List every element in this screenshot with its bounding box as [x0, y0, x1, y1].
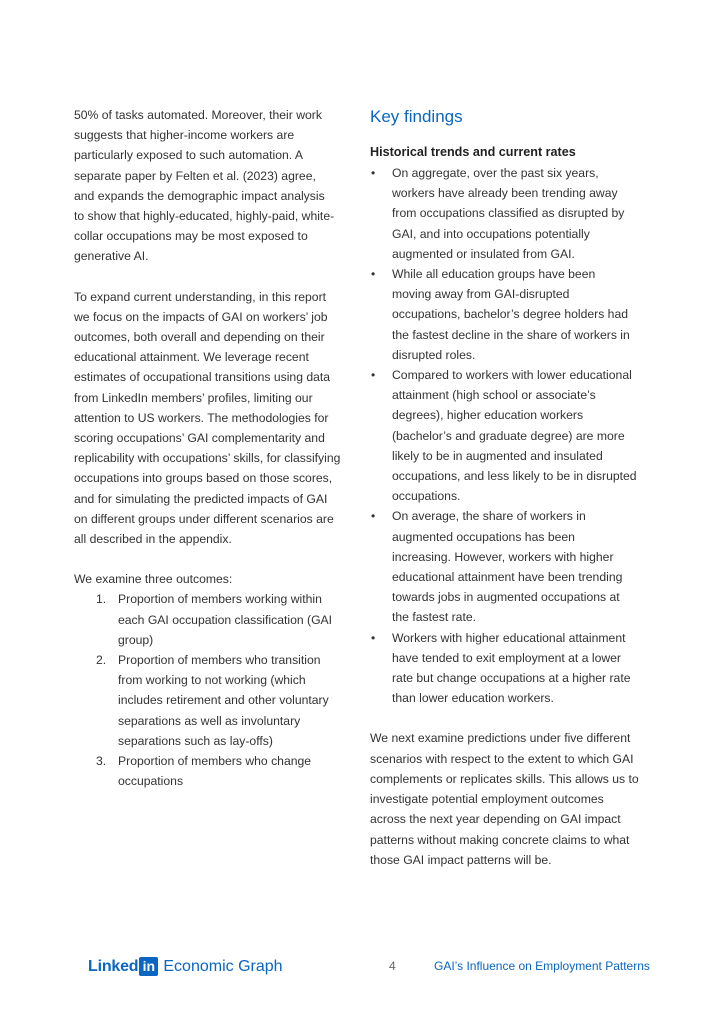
- page-footer: [0, 957, 724, 981]
- right-column: [370, 105, 656, 870]
- left-column: [74, 105, 356, 792]
- outcome-item: [74, 751, 356, 791]
- findings-list: [370, 163, 656, 708]
- outcome-text: Proportion of members who transition from working to not working (which includes retirement and other voluntary separations as well as involuntary separations such as lay-offs): [118, 653, 329, 748]
- section-heading: Key findings: [370, 107, 463, 126]
- finding-text: Compared to workers with lower educational attainment (high school or associate’s degrees), higher education workers (bachelor’s and graduate degree) are more likely to be in augmented and insulated occupations, and less likely to be in disrupted occupations.: [392, 368, 637, 504]
- focus-paragraph: To expand current understanding, in this report we focus on the impacts of GAI on workers’ job outcomes, both overall and depending on their educational attainment. We leverage recent estimates of occupational transitions using data from LinkedIn members’ profiles, limiting our attention to US workers. The methodologies for scoring occupations’ GAI complementarity and replicability with occupations’ skills, for classifying occupations into groups based on those scores, and for simulating the predicted impacts of GAI on different groups under different scenarios are all described in the appendix.: [74, 289, 341, 547]
- bullet-icon: •: [371, 267, 376, 282]
- finding-text: While all education groups have been moving away from GAI-disrupted occupations, bachelor’s degree holders had the fastest decline in the share of workers in disrupted roles.: [392, 267, 630, 362]
- outcome-number: 3.: [96, 754, 107, 769]
- page-number: 4: [389, 959, 396, 973]
- finding-text: Workers with higher educational attainment have tended to exit employment at a lower rate but change occupations at a higher rate than lower education workers.: [392, 630, 631, 706]
- intro-paragraph: 50% of tasks automated. Moreover, their work suggests that higher-income workers are particularly exposed to such automation. A separate paper by Felten et al. (2023) agree, and expands the demographic impact analysis to show that highly-educated, highly-paid, white- collar occupations may be most exposed to generative AI.: [74, 108, 335, 264]
- finding-item: [370, 163, 656, 264]
- bullet-icon: •: [371, 166, 376, 180]
- outcomes-list: [74, 589, 356, 791]
- logo-subtitle: Economic Graph: [163, 957, 283, 975]
- subsection-heading: Historical trends and current rates: [370, 145, 576, 159]
- closing-paragraph: We next examine predictions under five different scenarios with respect to the extent to which GAI complements or replicates skills. This allows us to investigate potential employment outcomes across the next year depending on GAI impact patterns without making concrete claims to what those GAI impact patterns will be.: [370, 731, 639, 867]
- outcome-number: 2.: [96, 653, 107, 668]
- finding-item: [370, 628, 656, 709]
- outcome-text: Proportion of members working within each GAI occupation classification (GAI group): [118, 592, 333, 647]
- outcome-item: [74, 650, 356, 751]
- finding-text: On average, the share of workers in augmented occupations has been increasing. However, workers with higher educational attainment have been trending towards jobs in augmented occupations at the fastest rate.: [392, 509, 623, 625]
- logo-wordmark: Linked: [88, 957, 139, 975]
- running-title: GAI’s Influence on Employment Patterns: [434, 959, 650, 973]
- bullet-icon: •: [371, 368, 376, 383]
- finding-item: [370, 365, 656, 506]
- outcomes-intro: We examine three outcomes:: [74, 572, 233, 587]
- finding-item: [370, 506, 656, 627]
- linkedin-economic-graph-logo: [88, 957, 283, 976]
- bullet-icon: •: [371, 630, 376, 645]
- outcome-item: [74, 589, 356, 650]
- bullet-icon: •: [371, 509, 376, 524]
- finding-text: On aggregate, over the past six years, workers have already been trending away from occupations classified as disrupted by GAI, and into occupations potentially augmented or insulated from GAI.: [392, 166, 625, 261]
- linkedin-in-icon: in: [139, 957, 158, 976]
- finding-item: [370, 264, 656, 365]
- outcome-number: 1.: [96, 592, 107, 607]
- outcome-text: Proportion of members who change occupations: [118, 754, 312, 789]
